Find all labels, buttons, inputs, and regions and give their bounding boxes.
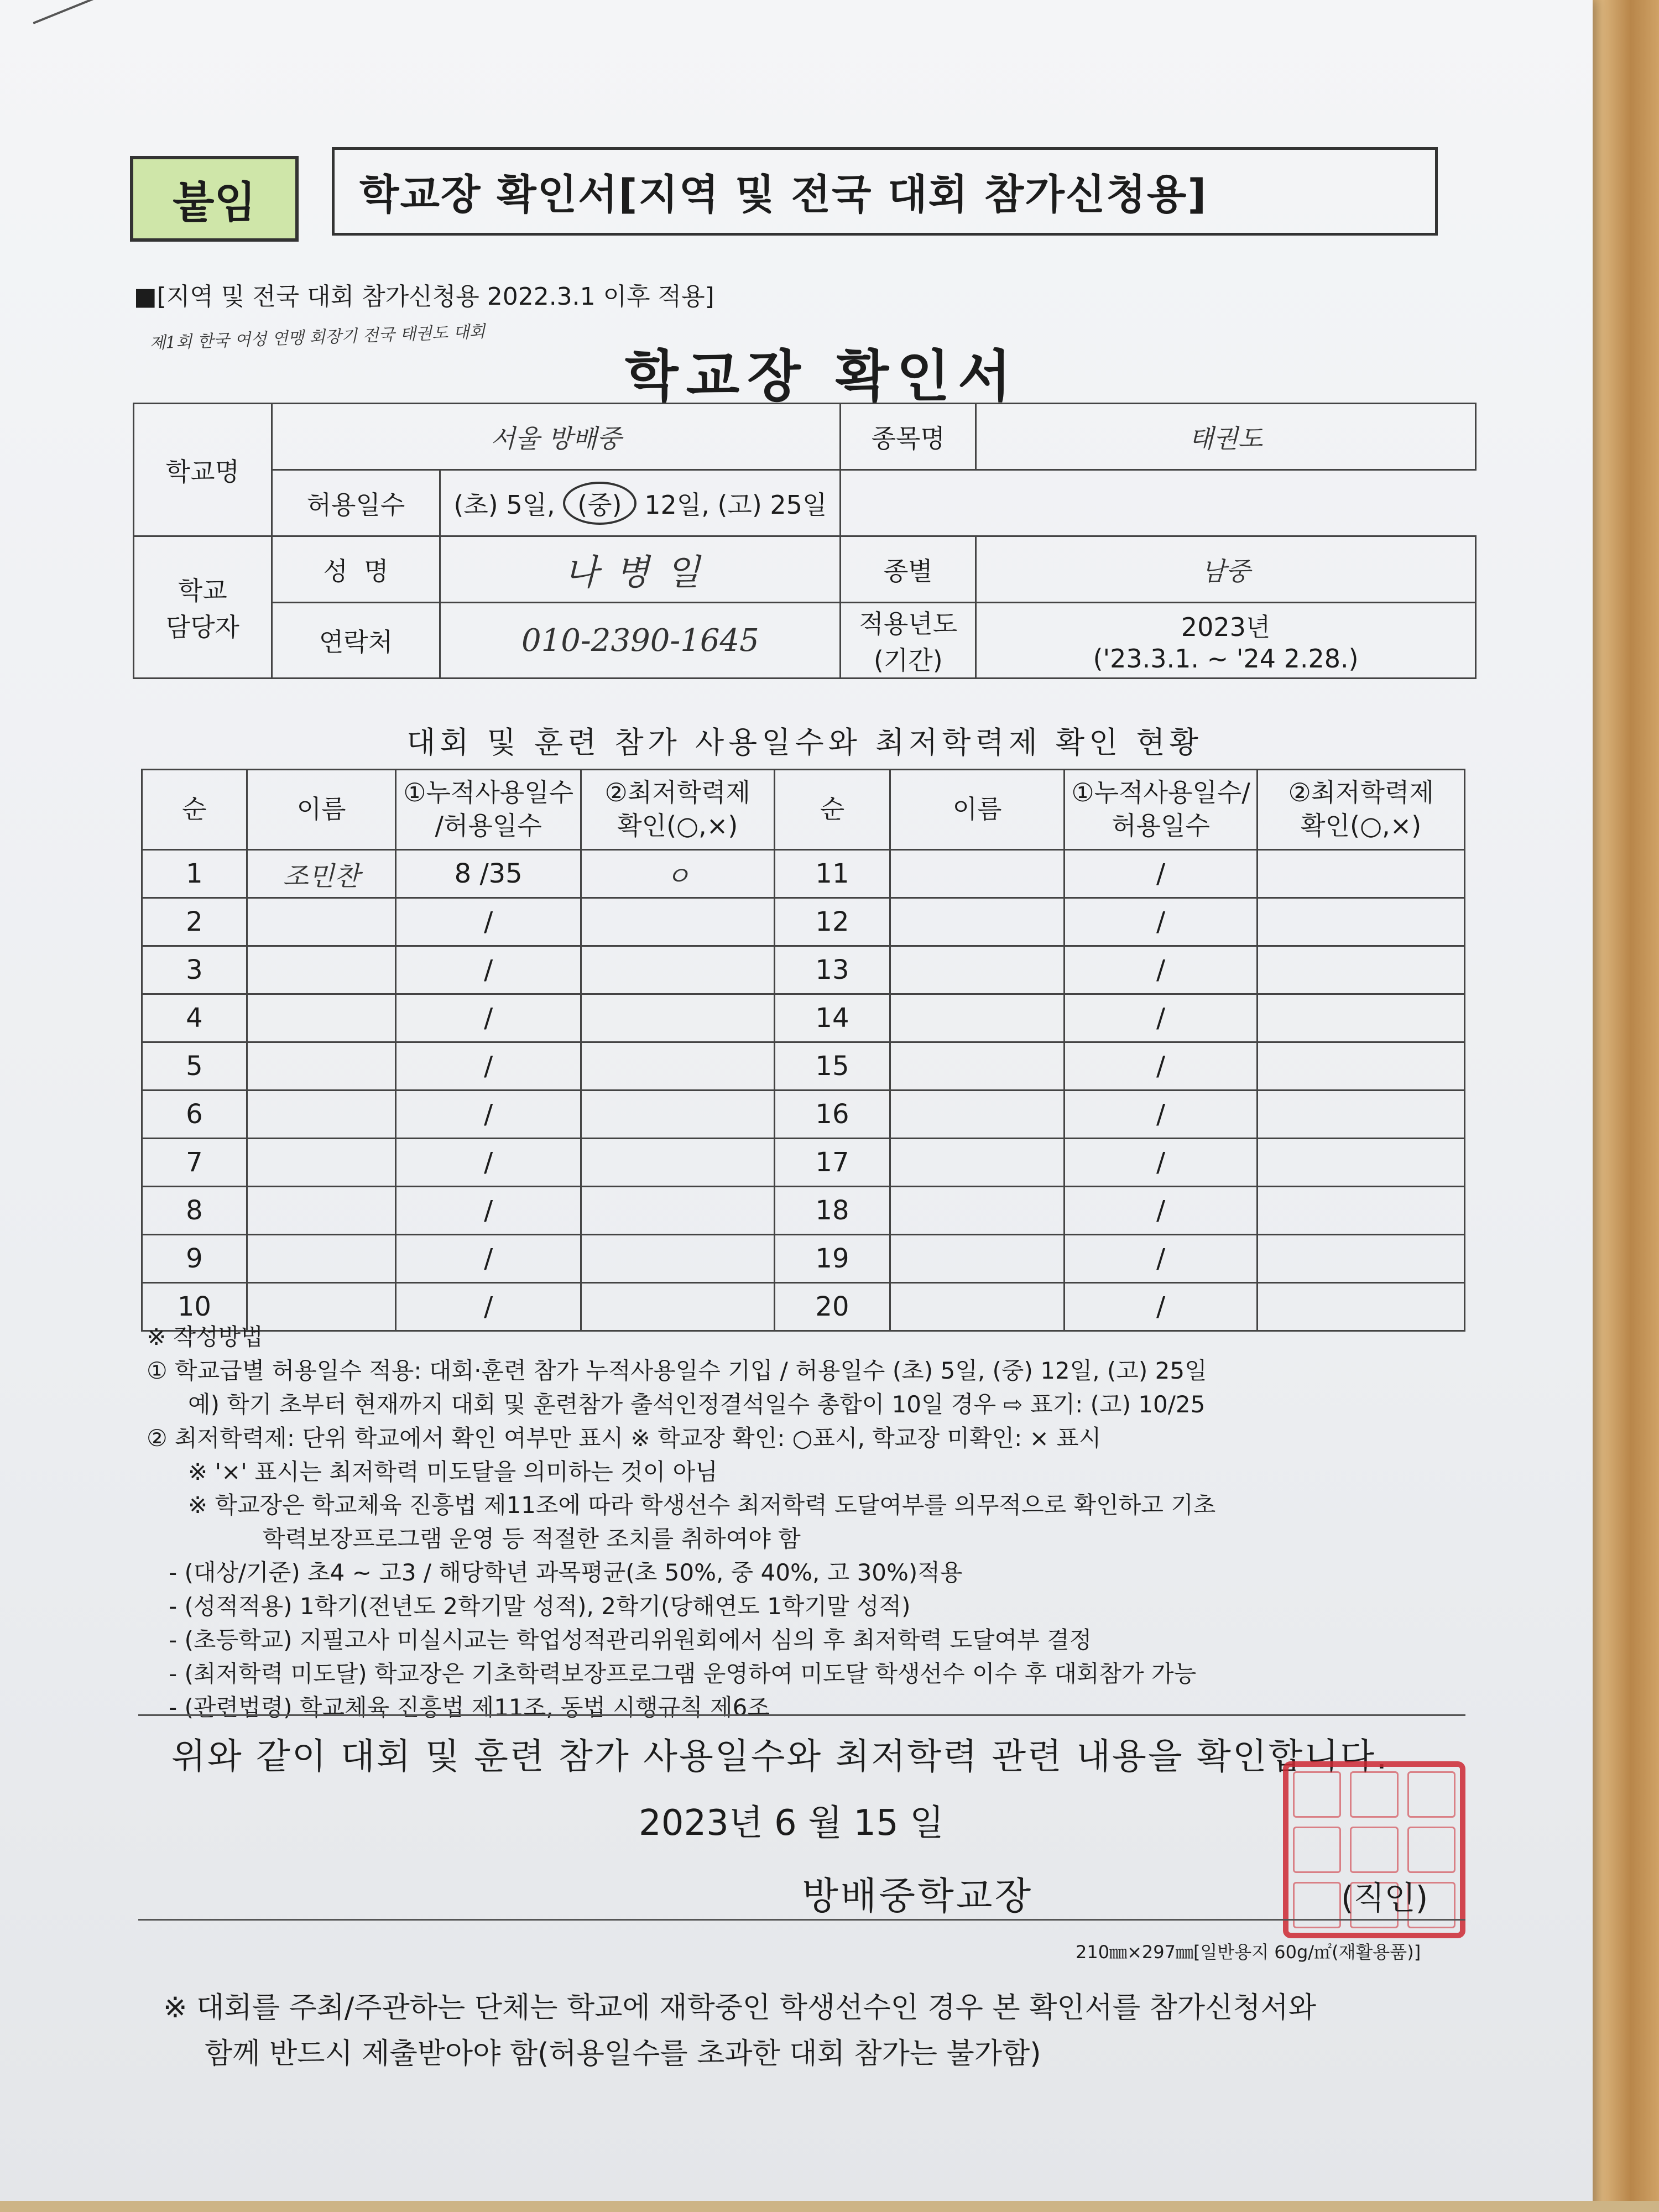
applicability-note: ■[지역 및 전국 대회 참가신청용 2022.3.1 이후 적용]	[134, 283, 714, 311]
cell-l-no: 1	[142, 850, 247, 898]
cell-r-name	[890, 1187, 1065, 1235]
col-header-days-right-line2: 허용일수	[1112, 811, 1210, 841]
cell-r-check	[1258, 994, 1465, 1042]
cell-l-no: 3	[142, 946, 247, 994]
cell-l-no: 2	[142, 898, 247, 946]
cell-r-check	[1258, 1235, 1465, 1283]
col-header-check-line1: ②최저학력제	[604, 778, 750, 808]
table-row	[142, 1139, 1465, 1187]
cell-r-name	[890, 898, 1065, 946]
detail-2: - (성적적용) 1학기(전년도 2학기말 성적), 2학기(당해연도 1학기말 성적)	[169, 1593, 911, 1620]
cell-r-days: /	[1064, 1187, 1258, 1235]
cell-l-check	[581, 898, 774, 946]
divider-top	[138, 1714, 1465, 1716]
cell-r-name	[890, 946, 1065, 994]
document-title: 학교장 확인서	[625, 344, 1019, 409]
name-label: 성 명	[272, 536, 440, 603]
cell-l-check	[581, 994, 774, 1042]
col-header-no: 순	[142, 770, 247, 850]
year-label	[841, 603, 976, 679]
col-header-days-line1: ①누적사용일수	[403, 778, 574, 808]
cell-l-check	[581, 1091, 774, 1139]
category-value: 남중	[976, 536, 1476, 603]
cell-r-check	[1258, 1042, 1465, 1091]
col-header-days-right	[1064, 770, 1258, 850]
contact-value: 010-2390-1645	[440, 603, 841, 679]
note-2-b: ※ 학교장은 학교체육 진흥법 제11조에 따라 학생선수 최저학력 도달여부를 의무적으로 확인하고 기초	[188, 1491, 1216, 1519]
cell-r-name	[890, 1042, 1065, 1091]
cell-r-days: /	[1064, 898, 1258, 946]
cell-l-no: 4	[142, 994, 247, 1042]
participation-table	[141, 769, 1465, 1332]
cell-l-no: 7	[142, 1139, 247, 1187]
cell-r-days: /	[1064, 946, 1258, 994]
cell-l-days: /	[396, 898, 581, 946]
cell-r-name	[890, 994, 1065, 1042]
table-row	[142, 1091, 1465, 1139]
header-title: 학교장 확인서[지역 및 전국 대회 참가신청용]	[332, 147, 1438, 236]
seal-label: (직인)	[1341, 1879, 1428, 1917]
cell-l-days: /	[396, 1235, 581, 1283]
cell-l-no: 10	[142, 1283, 247, 1331]
col-header-days	[396, 770, 581, 850]
cell-r-days: /	[1064, 1283, 1258, 1331]
cell-r-check	[1258, 946, 1465, 994]
school-info-table	[133, 403, 1477, 679]
col-header-check-line2: 확인(○,×)	[617, 811, 738, 841]
cell-l-name	[247, 1091, 396, 1139]
footnote-line2: 함께 반드시 제출받아야 함(허용일수를 초과한 대회 참가는 불가함)	[205, 2037, 1041, 2071]
col-header-check-right	[1258, 770, 1465, 850]
detail-1: - (대상/기준) 초4 ~ 고3 / 해당학년 과목평균(초 50%, 중 40%, 고 30%)적용	[169, 1559, 963, 1587]
footnote-line1: ※ 대회를 주최/주관하는 단체는 학교에 재학중인 학생선수인 경우 본 확인서를 참가신청서와	[163, 1991, 1316, 2025]
cell-l-name	[247, 994, 396, 1042]
cell-l-check	[581, 1235, 774, 1283]
cell-r-no: 13	[774, 946, 890, 994]
confirmation-statement: 위와 같이 대회 및 훈련 참가 사용일수와 최저학력 관련 내용을 확인합니다.	[171, 1736, 1389, 1777]
cell-r-days: /	[1064, 1042, 1258, 1091]
manager-label-line2: 담당자	[165, 612, 239, 642]
table-row	[142, 946, 1465, 994]
cell-l-days: /	[396, 946, 581, 994]
cell-l-name	[247, 898, 396, 946]
table-row	[142, 850, 1465, 898]
cell-r-days: /	[1064, 994, 1258, 1042]
year-value	[976, 603, 1476, 679]
cell-l-name	[247, 1187, 396, 1235]
col-header-days-line2: /허용일수	[435, 811, 542, 841]
cell-l-name	[247, 1235, 396, 1283]
cell-r-check	[1258, 1187, 1465, 1235]
contact-label: 연락처	[272, 603, 440, 679]
cell-r-check	[1258, 898, 1465, 946]
cell-r-days: /	[1064, 1235, 1258, 1283]
cell-r-no: 15	[774, 1042, 890, 1091]
cell-l-days: 8 /35	[396, 850, 581, 898]
name-value: 나병일	[440, 536, 841, 603]
divider-bottom	[138, 1919, 1465, 1921]
note-1-example: 예) 학기 초부터 현재까지 대회 및 훈련참가 출석인정결석일수 총합이 10일 경우 ⇨ 표기: (고) 10/25	[188, 1390, 1206, 1418]
cell-r-no: 12	[774, 898, 890, 946]
cell-l-check	[581, 1187, 774, 1235]
cell-r-no: 11	[774, 850, 890, 898]
circled-middle-school: (중)	[563, 482, 636, 525]
allowed-days-label: 허용일수	[272, 470, 440, 536]
cell-l-name	[247, 1139, 396, 1187]
cell-l-name	[247, 1042, 396, 1091]
cell-r-days: /	[1064, 1091, 1258, 1139]
year-label-line2: (기간)	[873, 645, 943, 675]
cell-l-no: 6	[142, 1091, 247, 1139]
col-header-check-right-line1: ②최저학력제	[1288, 778, 1434, 808]
col-header-check	[581, 770, 774, 850]
year-label-line1: 적용년도	[859, 609, 958, 639]
col-header-no-right: 순	[774, 770, 890, 850]
cell-r-name	[890, 850, 1065, 898]
table-row	[142, 1235, 1465, 1283]
col-header-name-right: 이름	[890, 770, 1065, 850]
cell-l-days: /	[396, 1091, 581, 1139]
period-value: ('23.3.1. ~ '24 2.28.)	[1093, 644, 1359, 674]
cell-r-no: 19	[774, 1235, 890, 1283]
pen-mark	[33, 0, 121, 24]
note-1: ① 학교급별 허용일수 적용: 대회·훈련 참가 누적사용일수 기입 / 허용일수 (초) 5일, (중) 12일, (고) 25일	[147, 1357, 1207, 1384]
cell-l-name	[247, 946, 396, 994]
manager-label	[134, 536, 272, 679]
event-label: 종목명	[841, 404, 976, 470]
cell-l-days: /	[396, 1042, 581, 1091]
cell-r-name	[890, 1139, 1065, 1187]
cell-l-days: /	[396, 1187, 581, 1235]
cell-l-days: /	[396, 1139, 581, 1187]
cell-r-no: 14	[774, 994, 890, 1042]
cell-l-no: 5	[142, 1042, 247, 1091]
notes-title: ※ 작성방법	[147, 1323, 263, 1350]
paper-size-note: 210㎜×297㎜[일반용지 60g/㎡(재활용품)]	[1076, 1942, 1421, 1963]
footnote	[163, 1985, 1316, 2077]
writing-instructions	[147, 1321, 1463, 1725]
manager-label-line1: 학교	[178, 576, 227, 606]
signed-date: 2023년 6 월 15 일	[639, 1803, 944, 1844]
cell-l-days: /	[396, 994, 581, 1042]
floor-strip	[0, 2201, 1659, 2212]
cell-r-days: /	[1064, 1139, 1258, 1187]
allowed-days-value	[440, 470, 841, 536]
allowed-days-elementary: (초) 5일,	[453, 489, 555, 520]
table-row	[142, 994, 1465, 1042]
cell-l-check	[581, 1042, 774, 1091]
detail-4: - (최저학력 미도달) 학교장은 기초학력보장프로그램 운영하여 미도달 학생선수 이수 후 대회참가 가능	[169, 1660, 1197, 1687]
cell-l-check	[581, 946, 774, 994]
cell-l-no: 9	[142, 1235, 247, 1283]
note-2-b-cont: 학력보장프로그램 운영 등 적절한 조치를 취하여야 함	[263, 1525, 801, 1553]
cell-r-name	[890, 1091, 1065, 1139]
cell-l-name: 조민찬	[247, 850, 396, 898]
cell-r-no: 17	[774, 1139, 890, 1187]
cell-r-no: 20	[774, 1283, 890, 1331]
table-row	[142, 1042, 1465, 1091]
cell-r-check	[1258, 850, 1465, 898]
category-label: 종별	[841, 536, 976, 603]
school-name-label: 학교명	[134, 404, 272, 536]
attach-label: 붙임	[130, 156, 299, 242]
cell-r-days: /	[1064, 850, 1258, 898]
col-header-name: 이름	[247, 770, 396, 850]
cell-r-check	[1258, 1139, 1465, 1187]
section-title: 대회 및 훈련 참가 사용일수와 최저학력제 확인 현황	[406, 725, 1203, 760]
year-value-line1: 2023년	[1181, 612, 1271, 642]
note-2-a: ※ '×' 표시는 최저학력 미도달을 의미하는 것이 아님	[188, 1458, 718, 1485]
event-value: 태권도	[976, 404, 1476, 470]
principal-title: 방배중학교장	[802, 1875, 1034, 1918]
detail-5: - (관련법령) 학교체육 진흥법 제11조, 동법 시행규칙 제6조	[169, 1693, 770, 1721]
cell-r-check	[1258, 1091, 1465, 1139]
table-row	[142, 898, 1465, 946]
note-2: ② 최저학력제: 단위 학교에서 확인 여부만 표시 ※ 학교장 확인: ○표시, 학교장 미확인: × 표시	[147, 1424, 1102, 1452]
col-header-days-right-line1: ①누적사용일수/	[1071, 778, 1250, 808]
allowed-days-rest: 12일, (고) 25일	[644, 489, 827, 520]
cell-r-name	[890, 1235, 1065, 1283]
cell-r-no: 16	[774, 1091, 890, 1139]
table-row	[142, 1187, 1465, 1235]
cell-l-no: 8	[142, 1187, 247, 1235]
detail-3: - (초등학교) 지필고사 미실시교는 학업성적관리위원회에서 심의 후 최저학력 도달여부 결정	[169, 1626, 1092, 1654]
handwritten-event-note: 제1회 한국 여성 연맹 회장기 전국 태권도 대회	[149, 322, 486, 353]
school-name-value: 서울 방배중	[272, 404, 841, 470]
cell-r-no: 18	[774, 1187, 890, 1235]
cell-l-check: ㅇ	[581, 850, 774, 898]
col-header-check-right-line2: 확인(○,×)	[1301, 811, 1422, 841]
cell-l-days: /	[396, 1283, 581, 1331]
cell-l-check	[581, 1139, 774, 1187]
